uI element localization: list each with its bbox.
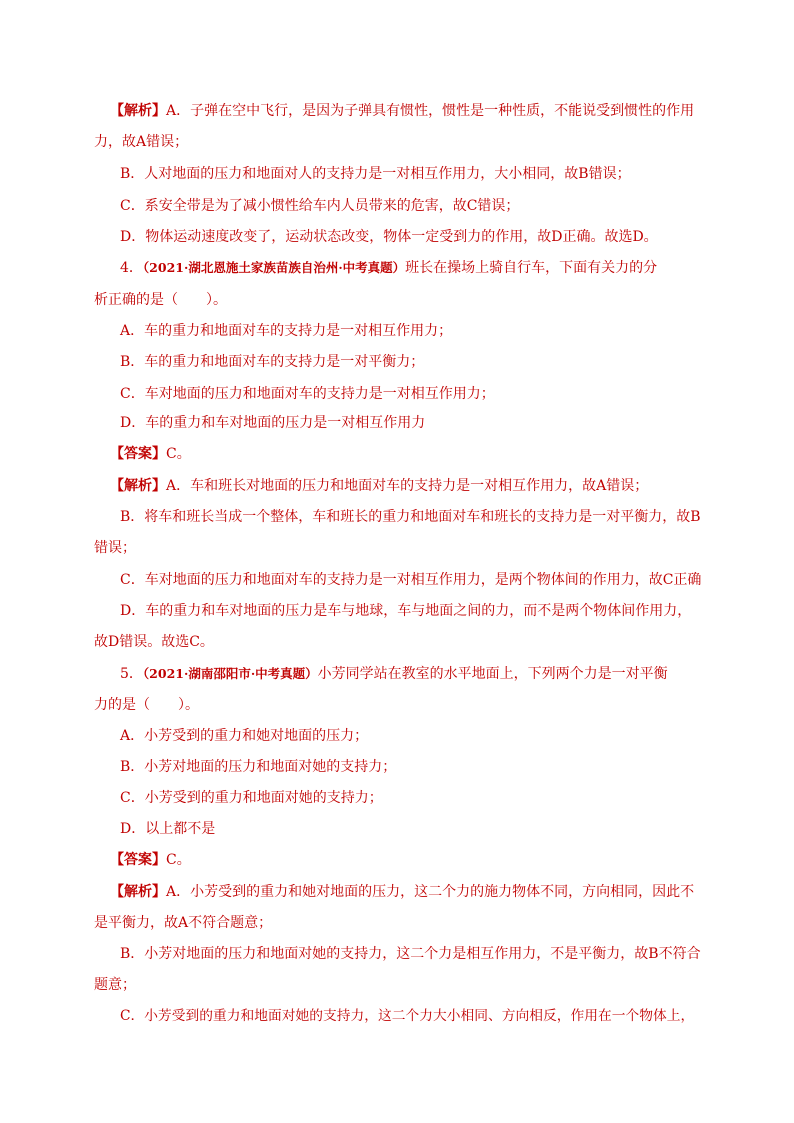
answer-tag: 【答案】: [110, 852, 166, 868]
question-source: （2021·湖北恩施土家族苗族自治州·中考真题）: [142, 260, 406, 275]
q5-analysis-b-line-1: B．小芳对地面的压力和地面对她的支持力，这二个力是相互作用力，不是平衡力，故B不符合: [120, 946, 701, 962]
analysis-tag: 【解析】: [110, 884, 166, 900]
q3-analysis-option-c: C．系安全带是为了减小惯性给车内人员带来的危害，故C错误；: [120, 198, 520, 214]
q4-analysis-d-line-1: D．车的重力和车对地面的压力是车与地球，车与地面之间的力，而不是两个物体间作用力，: [120, 603, 692, 619]
q5-option-c: C．小芳受到的重力和地面对她的支持力；: [120, 790, 383, 806]
q5-option-a: A．小芳受到的重力和她对地面的压力；: [120, 728, 369, 744]
q5-stem-line-1: 5．（2021·湖南邵阳市·中考真题）小芳同学站在教室的水平地面上，下列两个力是一对平衡: [120, 666, 668, 682]
q5-analysis-a-line-1: 【解析】A．小芳受到的重力和她对地面的压力，这二个力的施力物体不同，方向相同，因此不: [110, 884, 695, 900]
q5-stem-line-2: 力的是（ ）。: [94, 697, 199, 713]
q4-analysis-c: C．车对地面的压力和地面对车的支持力是一对相互作用力，是两个物体间的作用力，故C正确: [120, 572, 702, 588]
q4-answer: 【答案】C。: [110, 446, 191, 462]
q5-answer: 【答案】C。: [110, 852, 191, 868]
q3-analysis-option-d: D．物体运动速度改变了，运动状态改变，物体一定受到力的作用，故D正确。故选D。: [120, 229, 658, 245]
q3-analysis-line-1: 【解析】A．子弹在空中飞行，是因为子弹具有惯性，惯性是一种性质，不能说受到惯性的作用: [110, 103, 695, 119]
q4-stem-line-2: 析正确的是（ ）。: [94, 292, 227, 308]
q4-option-a: A．车的重力和地面对车的支持力是一对相互作用力；: [120, 323, 453, 339]
q4-analysis-b-line-2: 错误；: [94, 540, 136, 556]
question-number: 4．: [120, 260, 143, 276]
q3-analysis-option-b: B．人对地面的压力和地面对人的支持力是一对相互作用力，大小相同，故B错误；: [120, 166, 631, 182]
q4-analysis-b-line-1: B．将车和班长当成一个整体，车和班长的重力和地面对车和班长的支持力是一对平衡力，故B: [120, 509, 701, 525]
q4-analysis-a: 【解析】A．车和班长对地面的压力和地面对车的支持力是一对相互作用力，故A错误；: [110, 478, 649, 494]
q5-analysis-c-line-1: C．小芳受到的重力和地面对她的支持力，这二个力大小相同、方向相反，作用在一个物体上，: [120, 1008, 695, 1024]
q3-analysis-line-2: 力，故A错误；: [94, 134, 189, 150]
q4-stem-line-1: 4．（2021·湖北恩施土家族苗族自治州·中考真题）班长在操场上骑自行车，下面有关力的分: [120, 260, 658, 276]
q5-option-b: B．小芳对地面的压力和地面对她的支持力；: [120, 759, 397, 775]
question-source: （2021·湖南邵阳市·中考真题）: [142, 666, 318, 681]
q5-analysis-a-line-2: 是平衡力，故A不符合题意；: [94, 915, 273, 931]
answer-tag: 【答案】: [110, 446, 166, 462]
q4-option-c: C．车对地面的压力和地面对车的支持力是一对相互作用力；: [120, 386, 495, 402]
q5-analysis-b-line-2: 题意；: [94, 977, 136, 993]
analysis-tag: 【解析】: [110, 478, 166, 494]
q4-option-d: D．车的重力和车对地面的压力是一对相互作用力: [120, 415, 426, 431]
q5-option-d: D．以上都不是: [120, 821, 216, 837]
q4-option-b: B．车的重力和地面对车的支持力是一对平衡力；: [120, 354, 425, 370]
analysis-tag: 【解析】: [110, 103, 166, 119]
question-number: 5．: [120, 666, 143, 682]
q4-analysis-d-line-2: 故D错误。故选C。: [94, 634, 214, 650]
